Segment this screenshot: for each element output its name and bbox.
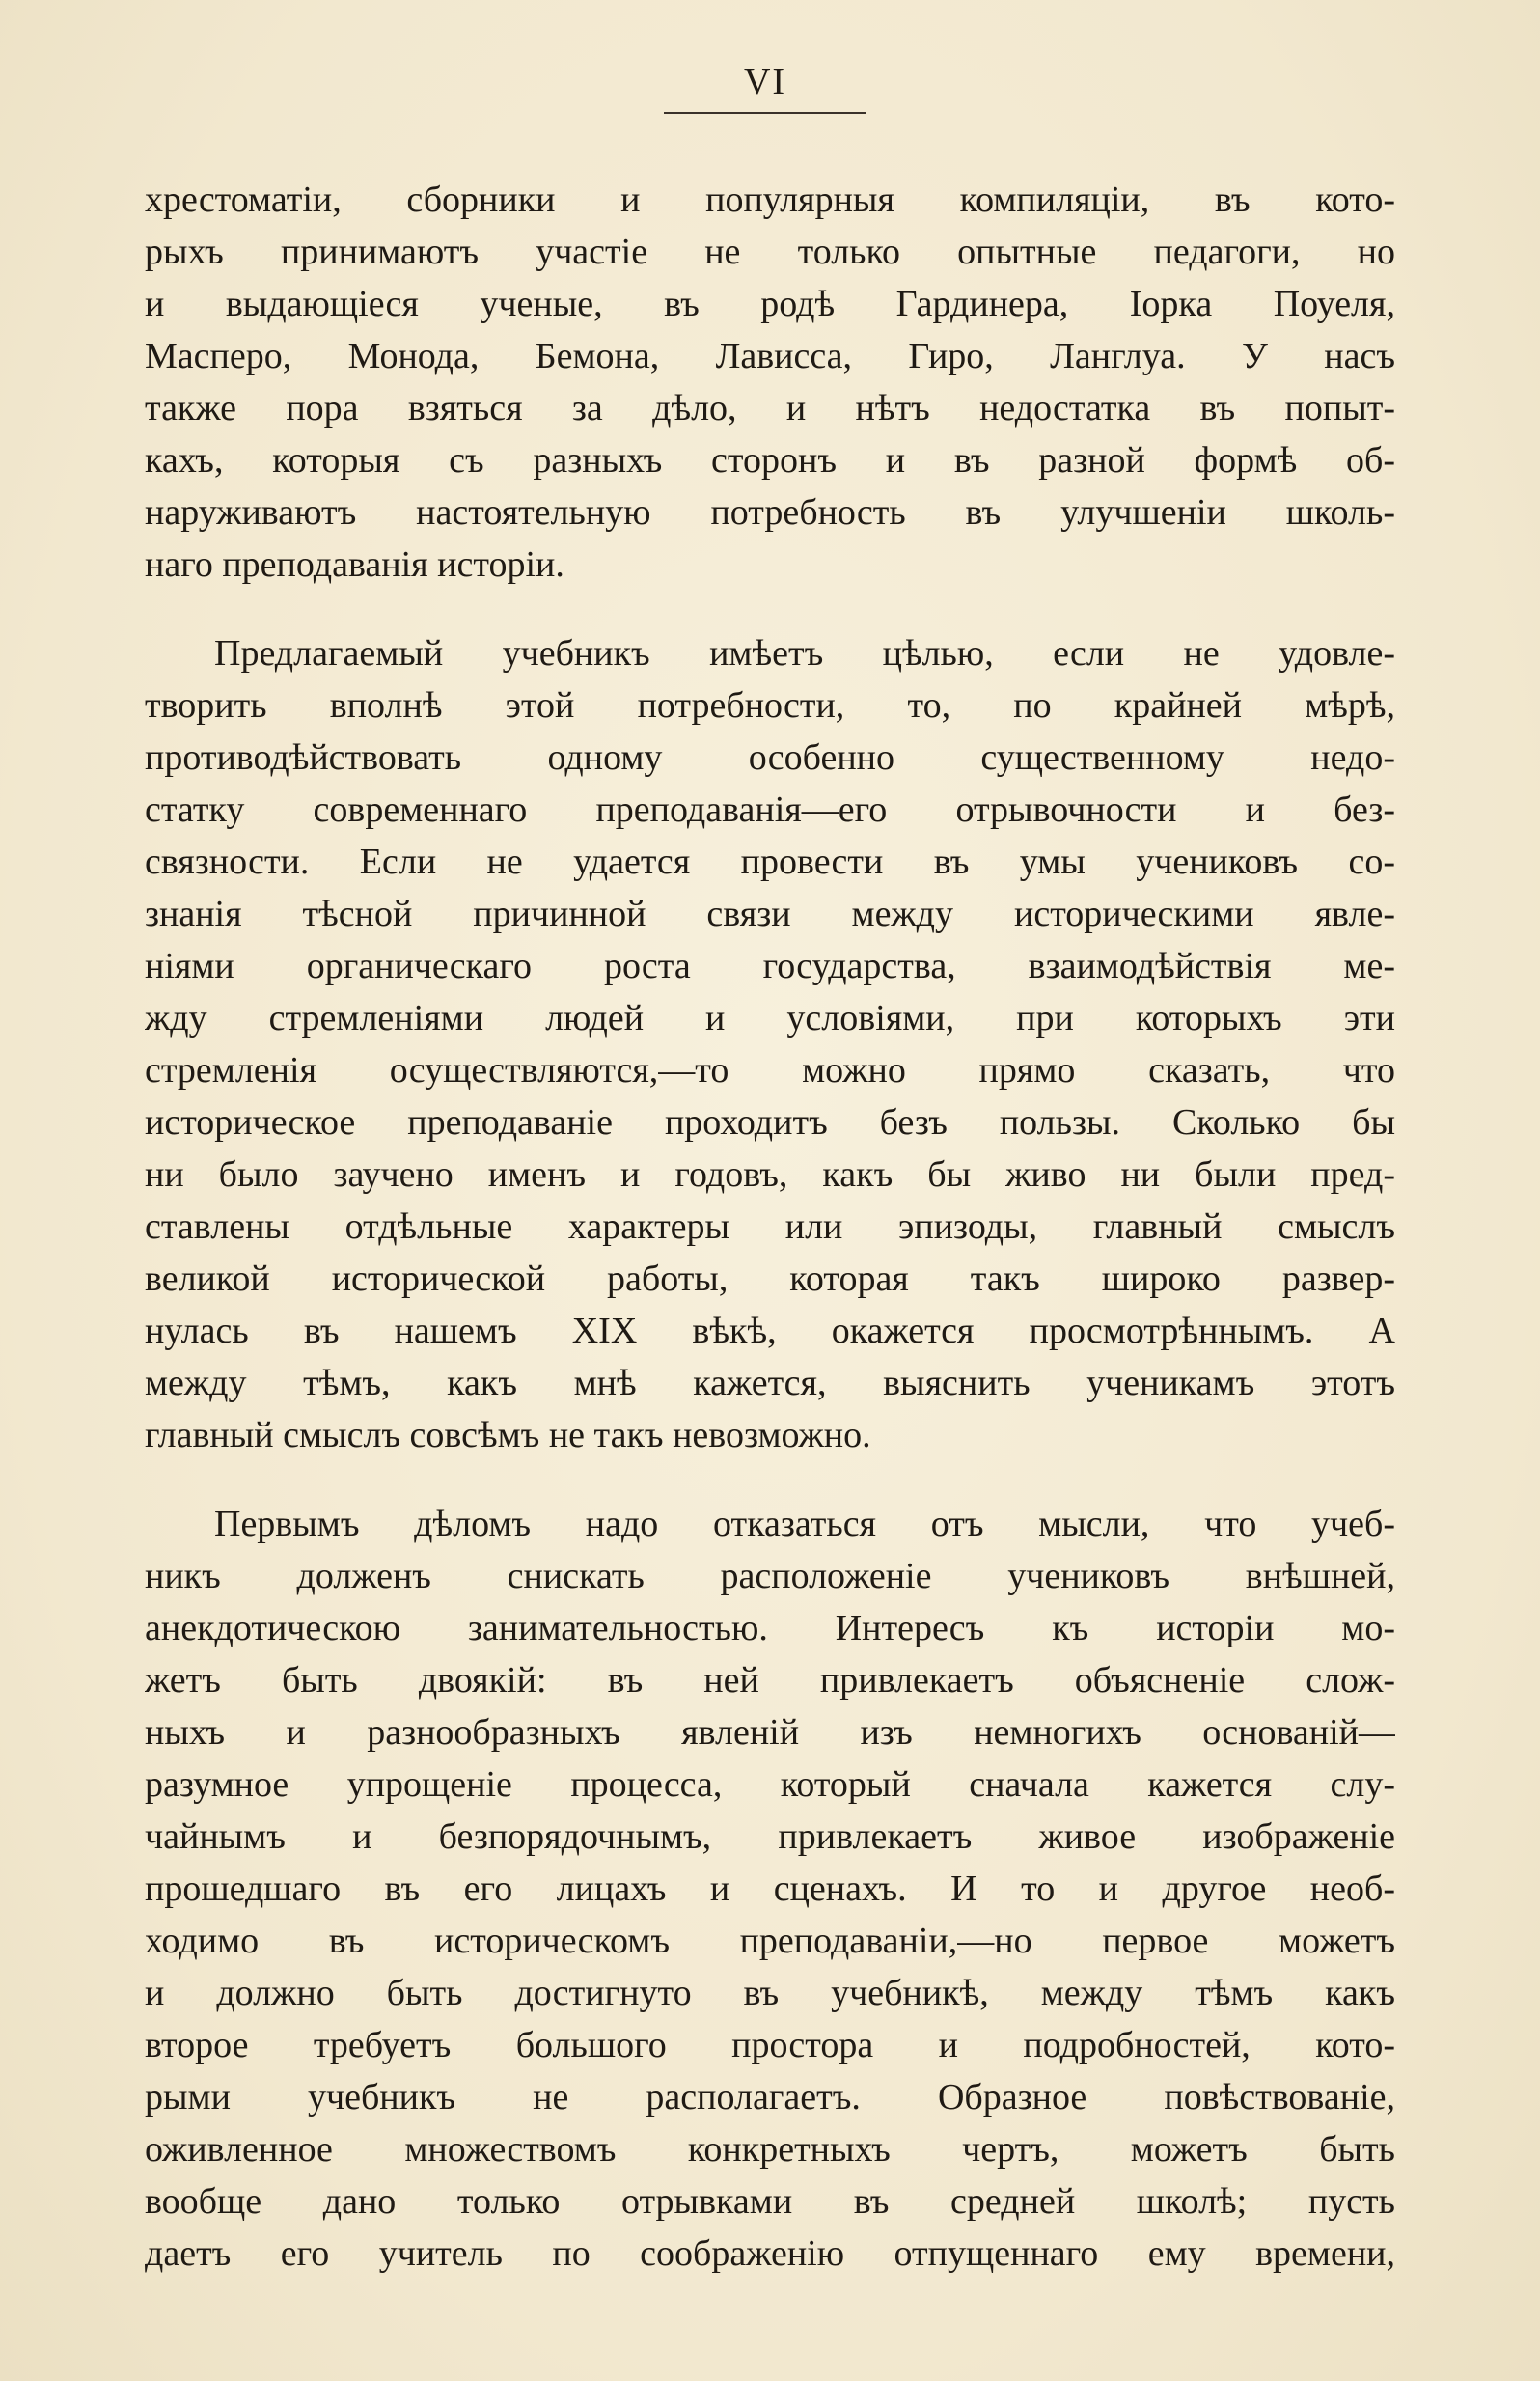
paragraph-spacer: [145, 1461, 1395, 1498]
text-line: историческое преподаваніе проходитъ безъ пользы. Сколько бы: [145, 1102, 1395, 1143]
text-line: второе требуетъ большого простора и подробностей, кото-: [145, 2025, 1395, 2065]
text-line: также пора взяться за дѣло, и нѣтъ недостатка въ попыт-: [145, 388, 1395, 429]
text-body: [145, 174, 1395, 2280]
text-line: между тѣмъ, какъ мнѣ кажется, выяснить ученикамъ этотъ: [145, 1363, 1395, 1403]
text-line: великой исторической работы, которая такъ широко развер-: [145, 1259, 1395, 1299]
text-line: стремленія осуществляются,—то можно прямо сказать, что: [145, 1050, 1395, 1091]
text-line: оживленное множествомъ конкретныхъ чертъ, можетъ быть: [145, 2129, 1395, 2170]
text-line: даетъ его учитель по соображенію отпущеннаго ему времени,: [145, 2233, 1395, 2274]
text-line: связности. Если не удается провести въ умы учениковъ со-: [145, 842, 1395, 882]
text-line: творить вполнѣ этой потребности, то, по крайней мѣрѣ,: [145, 685, 1395, 726]
text-line: главный смыслъ совсѣмъ не такъ невозможно.: [145, 1415, 871, 1455]
text-line: наго преподаванія исторіи.: [145, 544, 564, 585]
header-rule: [664, 112, 866, 114]
text-line: никъ долженъ снискать расположеніе учениковъ внѣшней,: [145, 1556, 1395, 1596]
text-line: наруживаютъ настоятельную потребность въ улучшеніи школь-: [145, 492, 1395, 533]
text-line: Первымъ дѣломъ надо отказаться отъ мысли, что учеб-: [214, 1504, 1395, 1544]
text-line: Масперо, Монода, Бемона, Лависса, Гиро, Ланглуа. У насъ: [145, 336, 1395, 376]
text-line: статку современнаго преподаванія—его отрывочности и без-: [145, 789, 1395, 830]
text-line: ходимо въ историческомъ преподаваніи,—но первое можетъ: [145, 1921, 1395, 1961]
text-line: хрестоматіи, сборники и популярныя компиляціи, въ кото-: [145, 180, 1395, 220]
text-line: ставлены отдѣльные характеры или эпизоды, главный смыслъ: [145, 1206, 1395, 1247]
text-line: анекдотическою занимательностью. Интересъ къ исторіи мо-: [145, 1608, 1395, 1648]
text-line: ни было заучено именъ и годовъ, какъ бы живо ни были пред-: [145, 1154, 1395, 1195]
text-line: нулась въ нашемъ XIX вѣкѣ, окажется просмотрѣннымъ. А: [145, 1311, 1395, 1351]
page-number: VI: [743, 62, 787, 102]
text-line: кахъ, которыя съ разныхъ сторонъ и въ разной формѣ об-: [145, 440, 1395, 481]
text-line: ніями органическаго роста государства, взаимодѣйствія ме-: [145, 946, 1395, 986]
text-line: рыми учебникъ не располагаетъ. Образное повѣствованіе,: [145, 2077, 1395, 2118]
text-line: Предлагаемый учебникъ имѣетъ цѣлью, если не удовле-: [214, 633, 1395, 674]
text-line: противодѣйствовать одному особенно существенному недо-: [145, 737, 1395, 778]
paragraph-spacer: [145, 591, 1395, 627]
text-line: жетъ быть двоякій: въ ней привлекаетъ объясненіе слож-: [145, 1660, 1395, 1701]
text-line: знанія тѣсной причинной связи между историческими явле-: [145, 894, 1395, 934]
text-line: ныхъ и разнообразныхъ явленій изъ немногихъ основаній—: [145, 1712, 1395, 1753]
text-line: и выдающіеся ученые, въ родѣ Гардинера, Іорка Поуеля,: [145, 284, 1395, 324]
text-line: прошедшаго въ его лицахъ и сценахъ. И то и другое необ-: [145, 1869, 1395, 1909]
page-header: [664, 60, 866, 104]
text-line: чайнымъ и безпорядочнымъ, привлекаетъ живое изображеніе: [145, 1816, 1395, 1857]
text-line: и должно быть достигнуто въ учебникѣ, между тѣмъ какъ: [145, 1973, 1395, 2013]
text-line: жду стремленіями людей и условіями, при которыхъ эти: [145, 998, 1395, 1038]
paragraph-3: [145, 1498, 1395, 2280]
text-line: рыхъ принимаютъ участіе не только опытные педагоги, но: [145, 232, 1395, 272]
text-line: разумное упрощеніе процесса, который сначала кажется слу-: [145, 1764, 1395, 1805]
paragraph-1: [145, 174, 1395, 591]
paragraph-2: [145, 627, 1395, 1461]
text-line: вообще дано только отрывками въ средней школѣ; пусть: [145, 2181, 1395, 2222]
